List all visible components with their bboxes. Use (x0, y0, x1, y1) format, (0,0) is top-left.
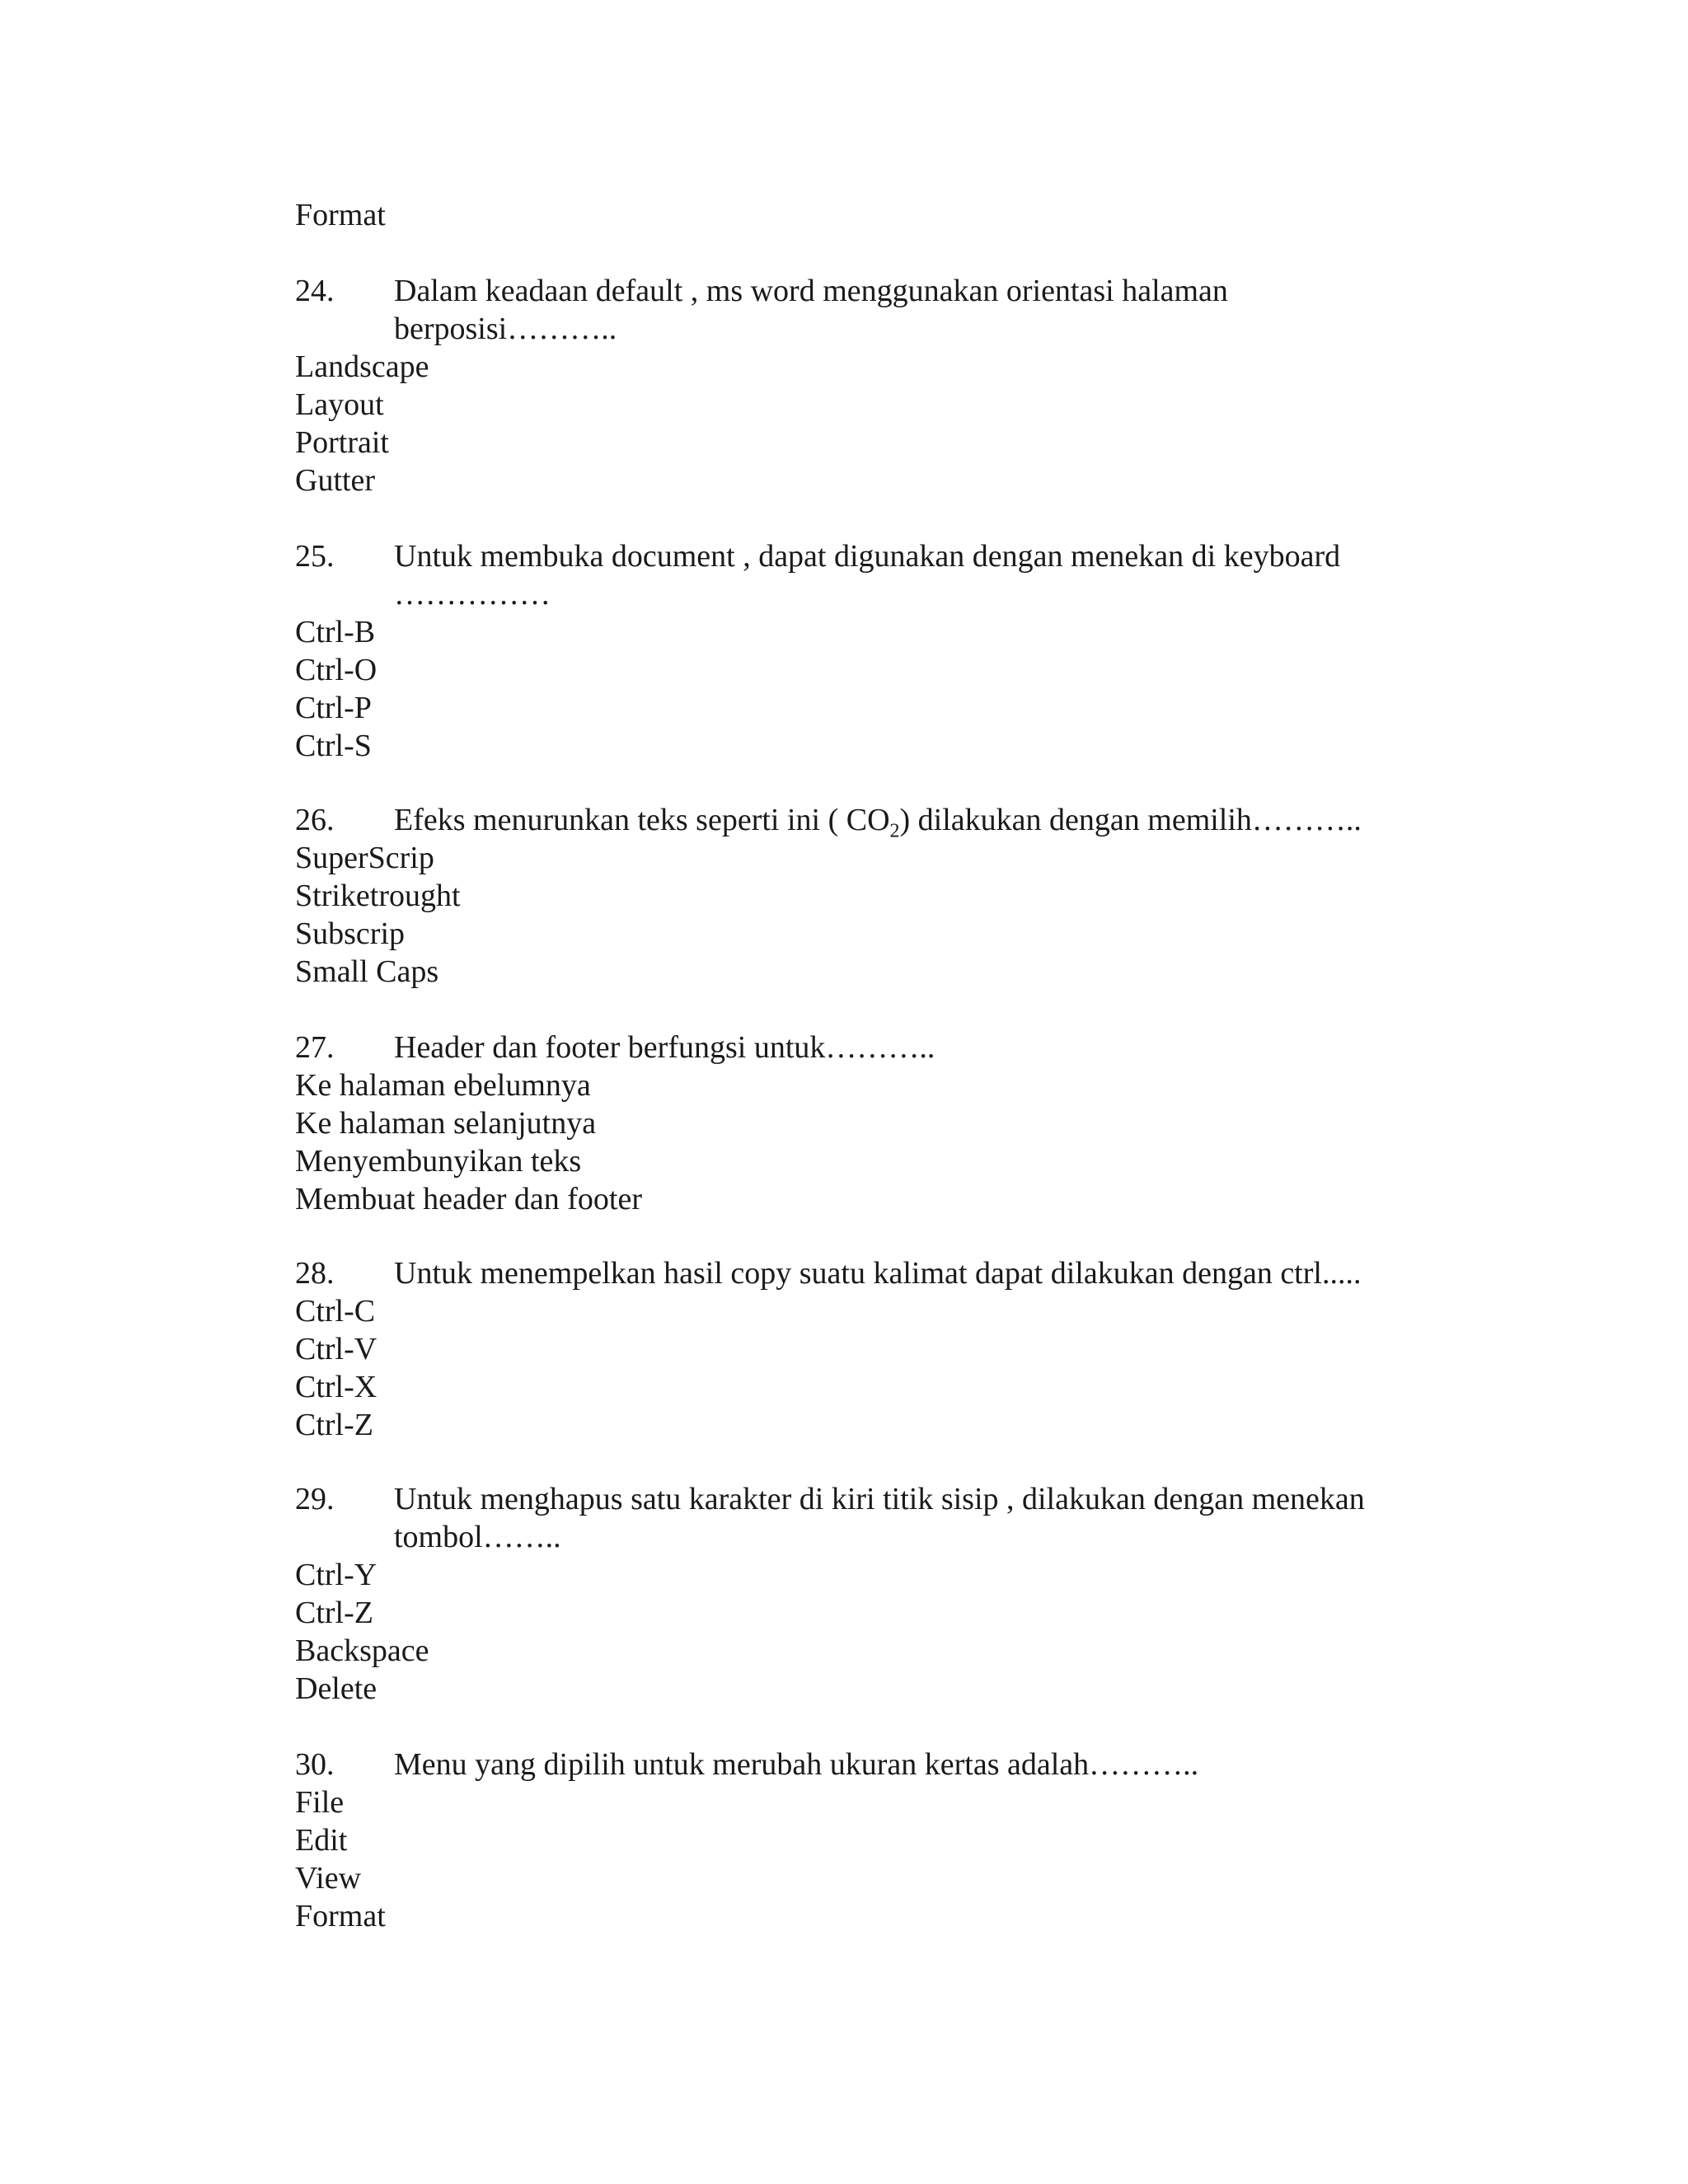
option-item: Layout (295, 387, 384, 422)
option-item: Ctrl-Y (295, 1558, 377, 1592)
question-text: Dalam keadaan default , ms word menggunakan orientasi halaman (394, 274, 1228, 308)
option-item: Ctrl-V (295, 1332, 377, 1366)
question-number: 27. (295, 1030, 335, 1065)
option-item: Subscrip (295, 916, 405, 951)
option-item: File (295, 1785, 345, 1820)
question-text-continued: tombol…….. (394, 1520, 561, 1554)
question-number: 25. (295, 539, 335, 574)
option-item: Portrait (295, 425, 389, 460)
option-item: Ctrl-C (295, 1294, 376, 1329)
option-item: Ctrl-O (295, 653, 377, 687)
option-item: Backspace (295, 1633, 429, 1668)
question-text-part: ) dilakukan dengan memilih……….. (899, 803, 1362, 837)
option-item: Ctrl-Z (295, 1408, 373, 1442)
option-item: Gutter (295, 463, 376, 498)
option-item: Edit (295, 1823, 348, 1858)
option-item: Format (295, 1899, 386, 1933)
question-number: 29. (295, 1482, 335, 1516)
option-item: Delete (295, 1671, 377, 1706)
leading-option: Format (295, 198, 386, 232)
option-item: Menyembunyikan teks (295, 1144, 582, 1179)
option-item: Ke halaman selanjutnya (295, 1106, 597, 1141)
option-item: View (295, 1861, 362, 1896)
question-text-continued: …………… (394, 577, 551, 612)
question-text: Menu yang dipilih untuk merubah ukuran kertas adalah……….. (394, 1747, 1199, 1782)
option-item: Ctrl-S (295, 729, 372, 763)
question-text: Untuk menghapus satu karakter di kiri titik sisip , dilakukan dengan menekan (394, 1482, 1365, 1516)
option-item: Ke halaman ebelumnya (295, 1068, 591, 1103)
option-item: Small Caps (295, 954, 439, 989)
question-text-continued: berposisi……….. (394, 312, 617, 346)
option-item: Ctrl-X (295, 1370, 377, 1404)
option-item: Ctrl-P (295, 691, 372, 725)
subscript-text: 2 (889, 820, 900, 842)
option-item: Ctrl-Z (295, 1596, 373, 1630)
question-text-part: Efeks menurunkan teks seperti ini ( CO (394, 803, 890, 837)
question-number: 24. (295, 274, 335, 308)
question-text (394, 801, 1362, 842)
question-number: 26. (295, 803, 335, 837)
question-number: 28. (295, 1256, 335, 1291)
question-number: 30. (295, 1747, 335, 1782)
option-item: Striketrought (295, 879, 461, 913)
option-item: Ctrl-B (295, 615, 376, 649)
question-text: Header dan footer berfungsi untuk……….. (394, 1030, 935, 1065)
option-item: SuperScrip (295, 841, 434, 875)
question-text: Untuk menempelkan hasil copy suatu kalimat dapat dilakukan dengan ctrl..... (394, 1256, 1362, 1291)
question-text: Untuk membuka document , dapat digunakan dengan menekan di keyboard (394, 539, 1341, 574)
option-item: Membuat header dan footer (295, 1182, 642, 1216)
option-item: Landscape (295, 349, 429, 384)
